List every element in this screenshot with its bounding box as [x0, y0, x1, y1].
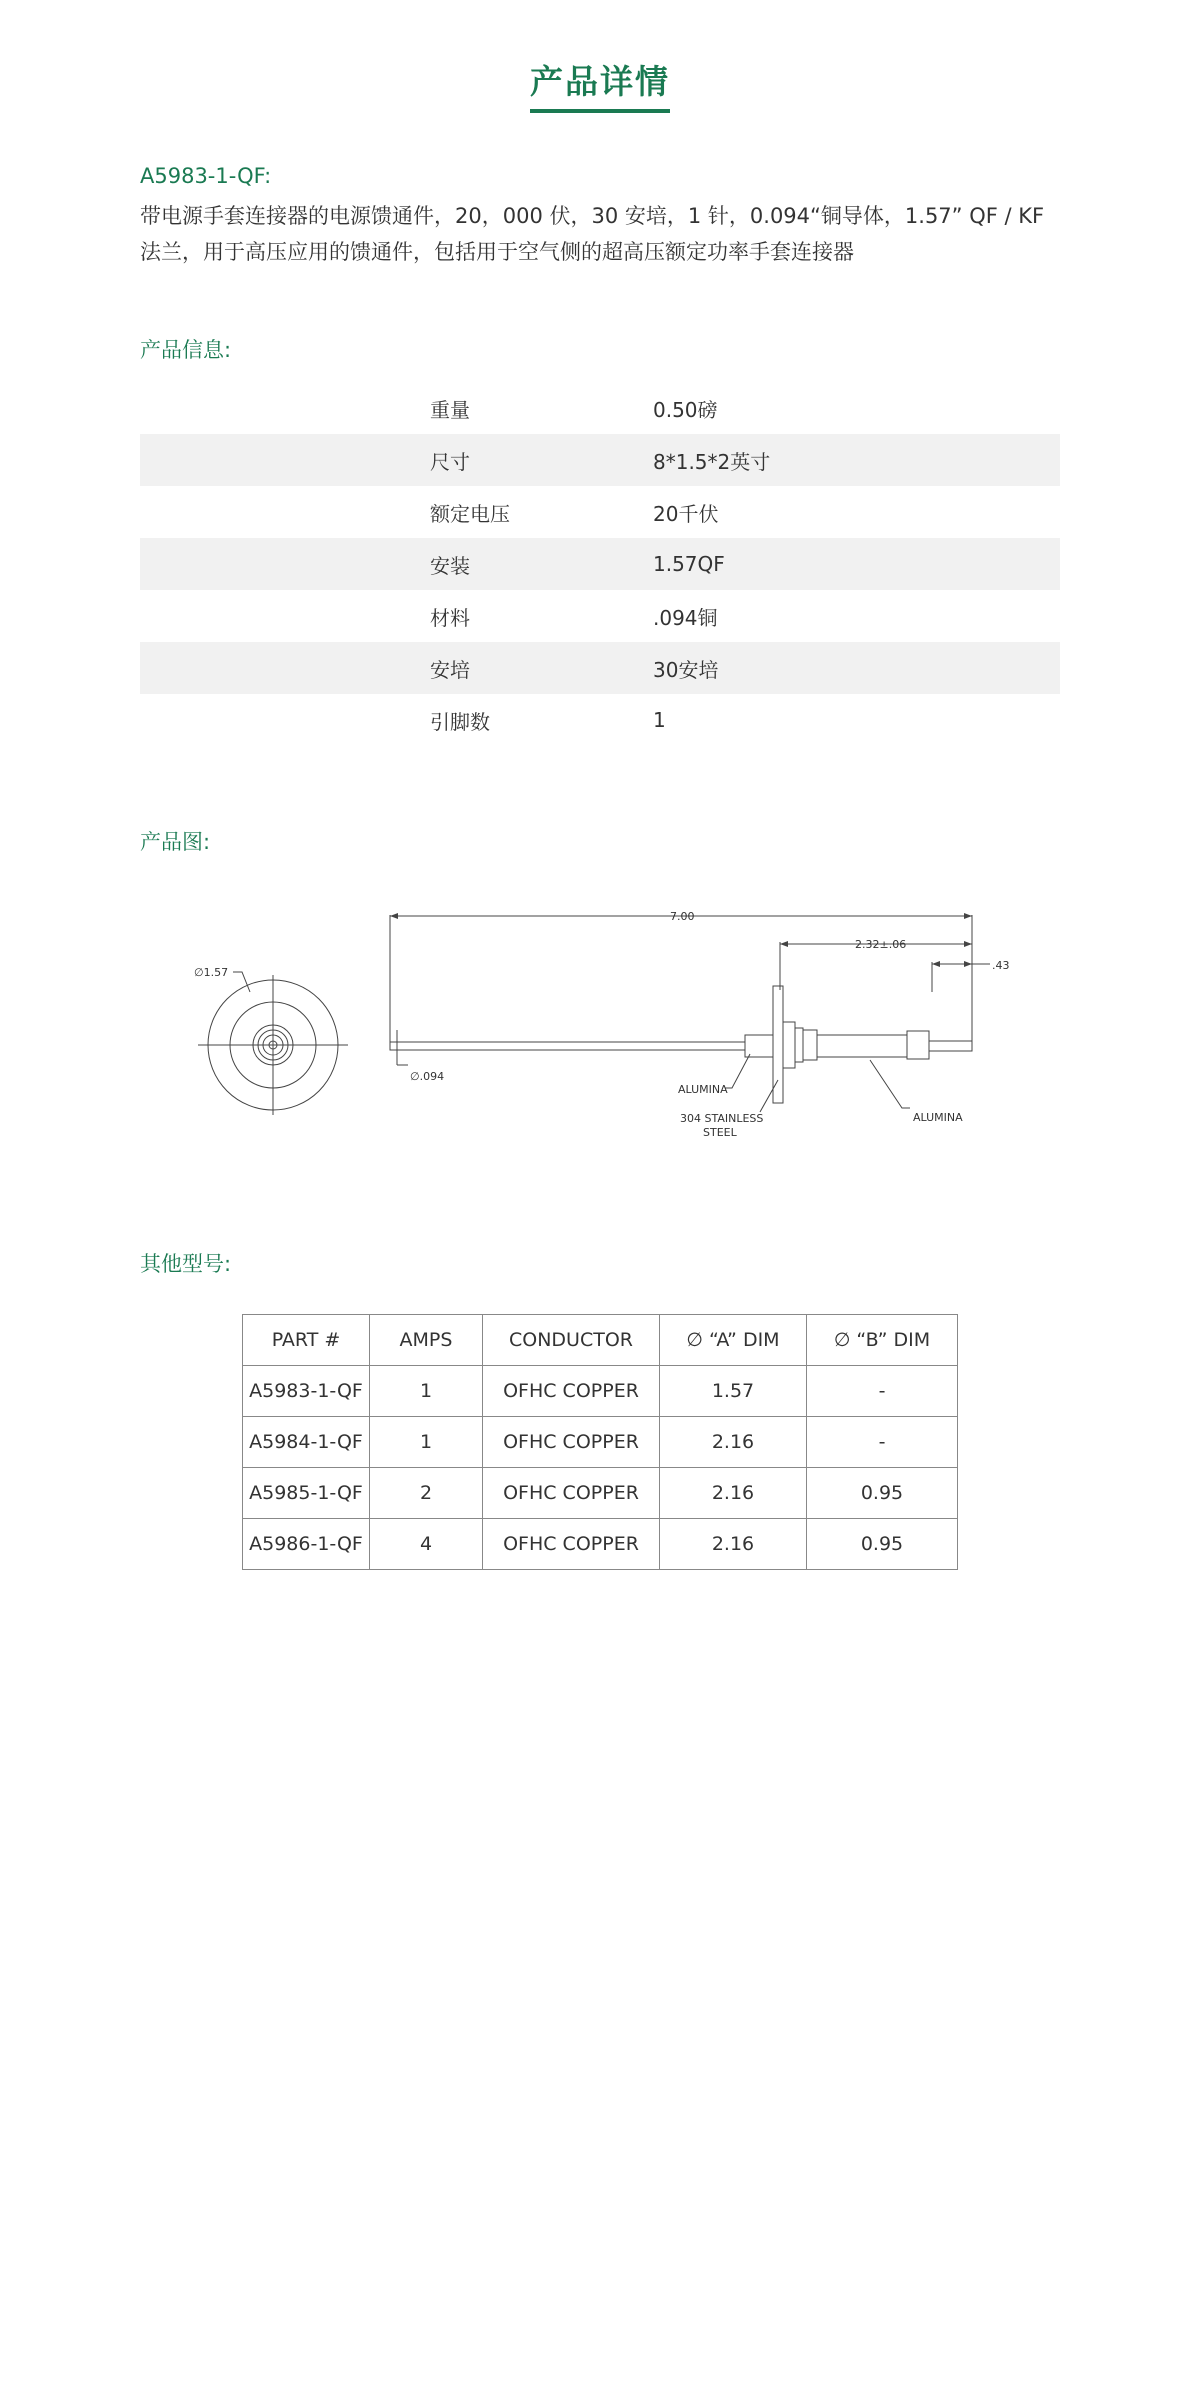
info-value: 1.57QF [653, 552, 725, 576]
flange-dia-label: ∅1.57 [194, 966, 229, 979]
info-key: 安培 [430, 657, 470, 682]
info-row [140, 382, 1060, 434]
info-value: 20千伏 [653, 501, 719, 526]
info-key: 重量 [430, 397, 470, 422]
model-code: A5983-1-QF: [140, 164, 272, 188]
info-row [140, 590, 1060, 642]
table-cell: 1 [370, 1366, 483, 1417]
info-section-label: 产品信息: [140, 338, 232, 362]
header-cell: CONDUCTOR [483, 1315, 660, 1366]
table-row [243, 1519, 958, 1570]
table-header-row [243, 1315, 958, 1366]
product-description: 带电源手套连接器的电源馈通件，20，000 伏，30 安培，1 针，0.094“铜导体，1.57” QF / KF 法兰，用于高压应用的馈通件，包括用于空气侧的超高压额定功率手套连接器 [140, 204, 1045, 264]
table-cell: 2.16 [660, 1417, 807, 1468]
info-key: 材料 [430, 605, 470, 630]
alumina-left-label: ALUMINA [678, 1083, 728, 1096]
drawing-section-label: 产品图: [140, 830, 211, 854]
flange-end-view [198, 972, 348, 1115]
product-drawing [180, 890, 1030, 1150]
table-cell: - [807, 1417, 958, 1468]
info-row [140, 694, 1060, 746]
table-cell: 2.16 [660, 1519, 807, 1570]
info-row [140, 538, 1060, 590]
table-cell: - [807, 1366, 958, 1417]
header-cell: PART # [243, 1315, 370, 1366]
info-table [140, 382, 1060, 746]
tip-length-label: .43 [992, 959, 1010, 972]
table-cell: OFHC COPPER [483, 1366, 660, 1417]
info-row [140, 486, 1060, 538]
flange-to-end-label: 2.32±.06 [855, 938, 907, 951]
table-cell: A5983-1-QF [243, 1366, 370, 1417]
info-row [140, 434, 1060, 486]
models-table [242, 1314, 958, 1570]
table-row [243, 1417, 958, 1468]
header-cell: ∅ “A” DIM [660, 1315, 807, 1366]
table-cell: 4 [370, 1519, 483, 1570]
table-cell: OFHC COPPER [483, 1519, 660, 1570]
steel-label-line1: 304 STAINLESS [680, 1112, 764, 1125]
page-title-wrap [0, 56, 1200, 113]
info-key: 尺寸 [430, 449, 470, 474]
table-cell: 2.16 [660, 1468, 807, 1519]
info-value: .094铜 [653, 605, 718, 630]
conductor-dia-label: ∅.094 [410, 1070, 445, 1083]
table-cell: 0.95 [807, 1468, 958, 1519]
table-cell: OFHC COPPER [483, 1417, 660, 1468]
info-value: 0.50磅 [653, 397, 718, 422]
steel-label-line2: STEEL [703, 1126, 737, 1139]
info-key: 引脚数 [430, 709, 490, 734]
table-cell: OFHC COPPER [483, 1468, 660, 1519]
info-row [140, 642, 1060, 694]
table-cell: A5986-1-QF [243, 1519, 370, 1570]
info-key: 安装 [430, 553, 470, 578]
info-value: 8*1.5*2英寸 [653, 449, 771, 474]
table-row [243, 1366, 958, 1417]
table-cell: 2 [370, 1468, 483, 1519]
table-cell: 0.95 [807, 1519, 958, 1570]
table-cell: A5984-1-QF [243, 1417, 370, 1468]
overall-length-label: 7.00 [670, 910, 695, 923]
alumina-right-label: ALUMINA [913, 1111, 963, 1124]
header-cell: ∅ “B” DIM [807, 1315, 958, 1366]
info-key: 额定电压 [430, 501, 510, 526]
page-title: 产品详情 [530, 56, 670, 113]
table-cell: A5985-1-QF [243, 1468, 370, 1519]
table-row [243, 1468, 958, 1519]
table-cell: 1 [370, 1417, 483, 1468]
header-cell: AMPS [370, 1315, 483, 1366]
info-value: 30安培 [653, 657, 719, 682]
table-cell: 1.57 [660, 1366, 807, 1417]
models-section-label: 其他型号: [140, 1252, 232, 1276]
info-value: 1 [653, 708, 666, 732]
